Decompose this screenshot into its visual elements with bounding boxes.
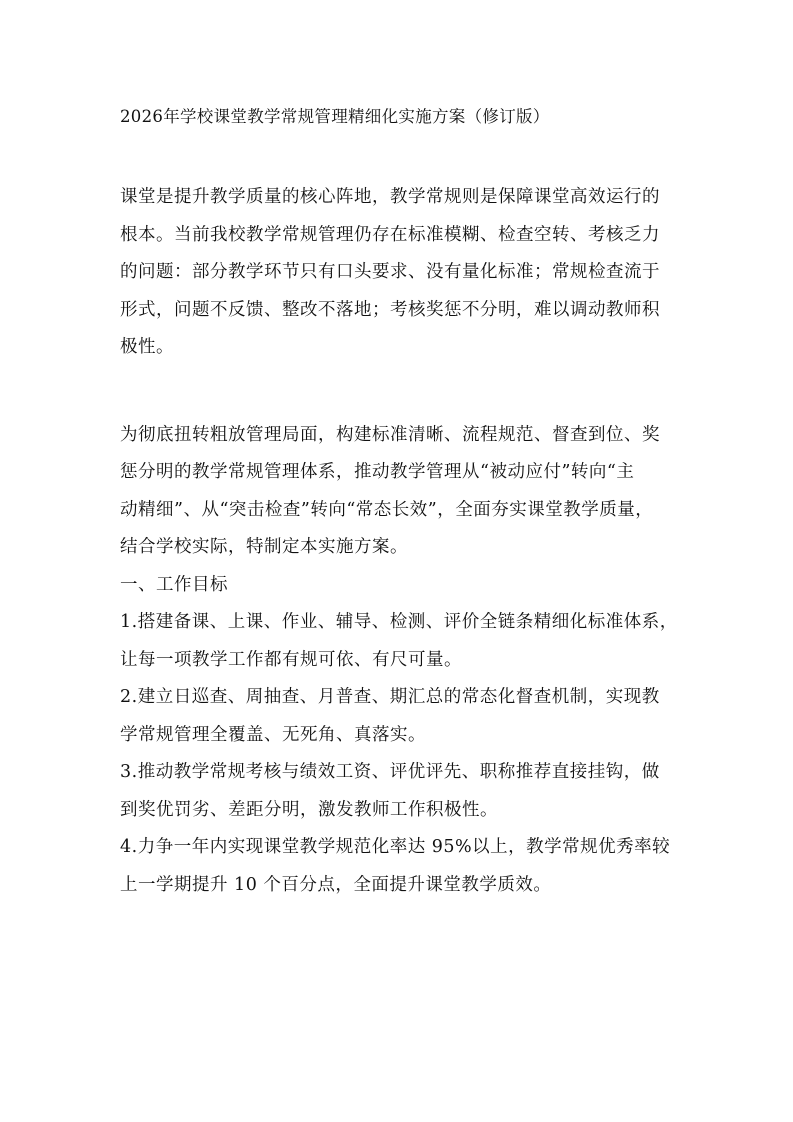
goal-item-2 [120, 679, 676, 754]
document-body [120, 103, 676, 904]
purpose-line: 结合学校实际，特制定本实施方案。 [120, 537, 408, 557]
intro-line: 极性。 [120, 337, 174, 357]
goal-line: 4.力争一年内实现课堂教学规范化率达 95%以上，教学常规优秀率较 [120, 837, 671, 857]
goal-line: 上一学期提升 10 个百分点，全面提升课堂教学质效。 [120, 874, 552, 895]
intro-line: 的问题：部分教学环节只有口头要求、没有量化标准；常规检查流于 [120, 262, 660, 282]
goal-line: 3.推动教学常规考核与绩效工资、评优评先、职称推荐直接挂钩，做 [120, 762, 660, 782]
section-heading: 一、工作目标 [120, 574, 228, 595]
purpose-line: 惩分明的教学常规管理体系，推动教学管理从“被动应付”转向“主 [120, 462, 635, 482]
goal-line: 2.建立日巡查、周抽查、月普查、期汇总的常态化督查机制，实现教 [120, 687, 660, 707]
intro-paragraph [120, 179, 676, 367]
intro-line: 课堂是提升教学质量的核心阵地，教学常规则是保障课堂高效运行的 [120, 187, 660, 207]
goal-item-4 [120, 829, 676, 904]
goal-line: 让每一项教学工作都有规可依、有尺可量。 [120, 649, 462, 670]
purpose-line: 为彻底扭转粗放管理局面，构建标准清晰、流程规范、督查到位、奖 [120, 424, 660, 445]
document-title: 2026年学校课堂教学常规管理精细化实施方案（修订版） [120, 107, 550, 126]
intro-line: 形式，问题不反馈、整改不落地；考核奖惩不分明，难以调动教师积 [120, 299, 660, 320]
goal-line: 到奖优罚劣、差距分明，激发教师工作积极性。 [120, 799, 498, 820]
goal-item-3 [120, 754, 676, 829]
goal-line: 学常规管理全覆盖、无死角、真落实。 [120, 724, 426, 745]
goal-item-1 [120, 604, 676, 679]
purpose-paragraph [120, 417, 676, 567]
goal-line: 1.搭建备课、上课、作业、辅导、检测、评价全链条精细化标准体系， [120, 612, 678, 632]
intro-line: 根本。当前我校教学常规管理仍存在标准模糊、检查空转、考核乏力 [120, 224, 660, 245]
purpose-line: 动精细”、从“突击检查”转向“常态长效”，全面夯实课堂教学质量， [120, 499, 654, 520]
